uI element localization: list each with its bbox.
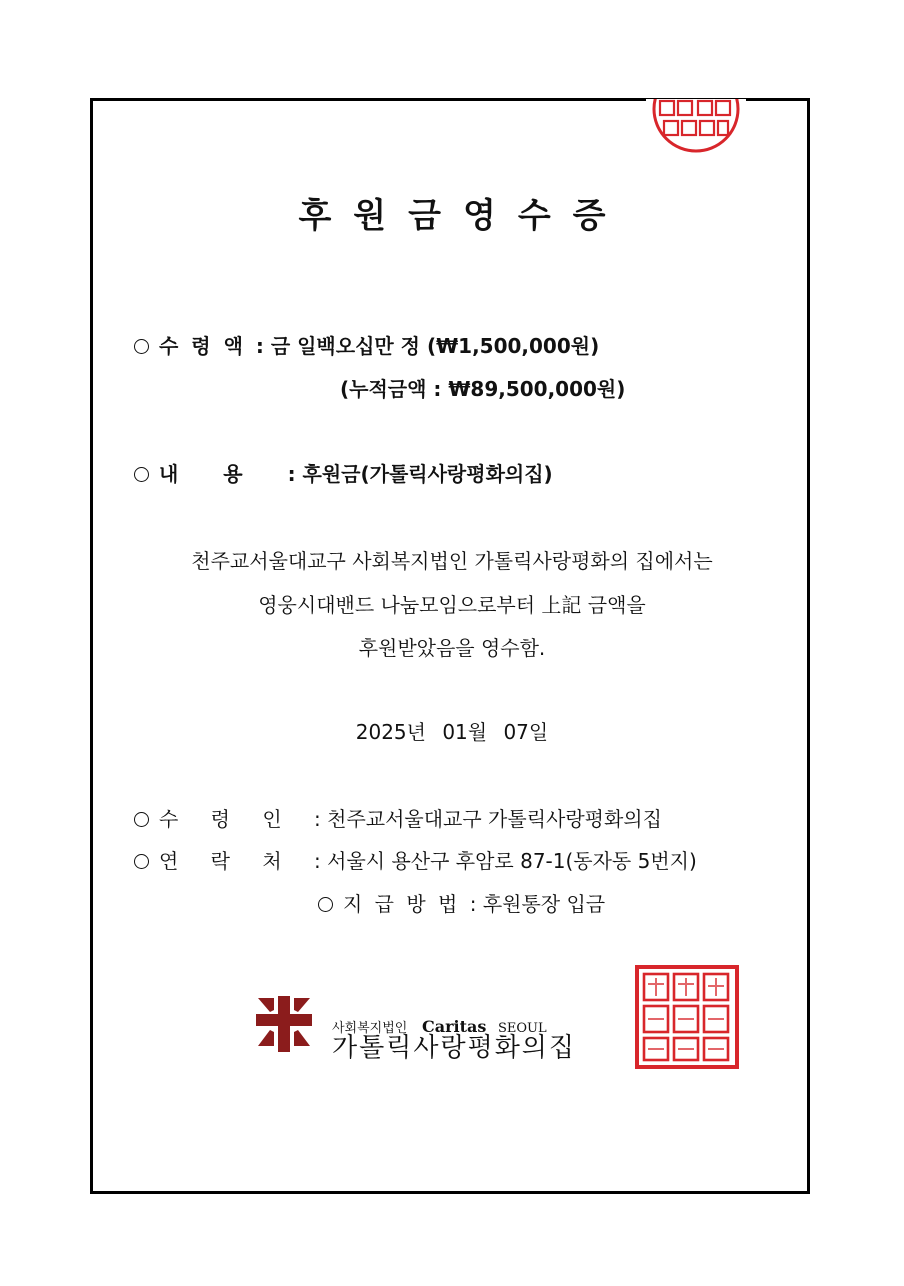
bottom-seal-stamp: [634, 964, 740, 1070]
document-title: 후원금영수증: [298, 196, 628, 236]
amount-row: [134, 330, 599, 359]
contact-row: [134, 845, 697, 874]
logo-city: SEOUL: [498, 1021, 547, 1036]
recipient-value: 천주교서울대교구 가톨릭사랑평화의집: [327, 807, 662, 831]
recipient-row: [134, 803, 662, 832]
circle-bullet-icon: [134, 339, 149, 354]
body-line-1: 천주교서울대교구 사회복지법인 가톨릭사랑평화의 집에서는: [191, 549, 713, 573]
payment-row: [318, 888, 605, 917]
recipient-label: 수 령 인 :: [159, 807, 321, 831]
contact-value: 서울시 용산구 후암로 87-1(동자동 5번지): [327, 849, 697, 873]
circle-bullet-icon: [134, 812, 149, 827]
top-seal-stamp: [646, 99, 746, 153]
body-line-3: 후원받았음을 영수함.: [358, 636, 546, 660]
logo-name: 가톨릭사랑평화의집: [332, 1033, 577, 1060]
content-label: 내 용 :: [159, 462, 296, 486]
caritas-cross-icon: [250, 990, 670, 1060]
body-line-2: 영웅시대밴드 나눔모임으로부터 上記 금액을: [258, 593, 646, 617]
circle-bullet-icon: [318, 897, 333, 912]
circle-bullet-icon: [134, 467, 149, 482]
circle-bullet-icon: [134, 854, 149, 869]
cumulative-amount: (누적금액 : ₩89,500,000원): [340, 377, 626, 401]
caritas-logo: [250, 990, 670, 1060]
amount-label: 수 령 액 :: [159, 334, 264, 358]
payment-label: 지 급 방 법 :: [343, 892, 477, 916]
content-row: [134, 458, 553, 487]
issue-date: 2025년 01월 07일: [355, 720, 549, 744]
payment-value: 후원통장 입금: [482, 892, 606, 916]
logo-brand: Caritas: [422, 1017, 487, 1036]
contact-label: 연 락 처 :: [159, 849, 321, 873]
logo-prefix: 사회복지법인: [332, 1021, 408, 1036]
amount-value: 금 일백오십만 정 (₩1,500,000원): [270, 334, 600, 358]
content-value: 후원금(가톨릭사랑평화의집): [302, 462, 553, 486]
